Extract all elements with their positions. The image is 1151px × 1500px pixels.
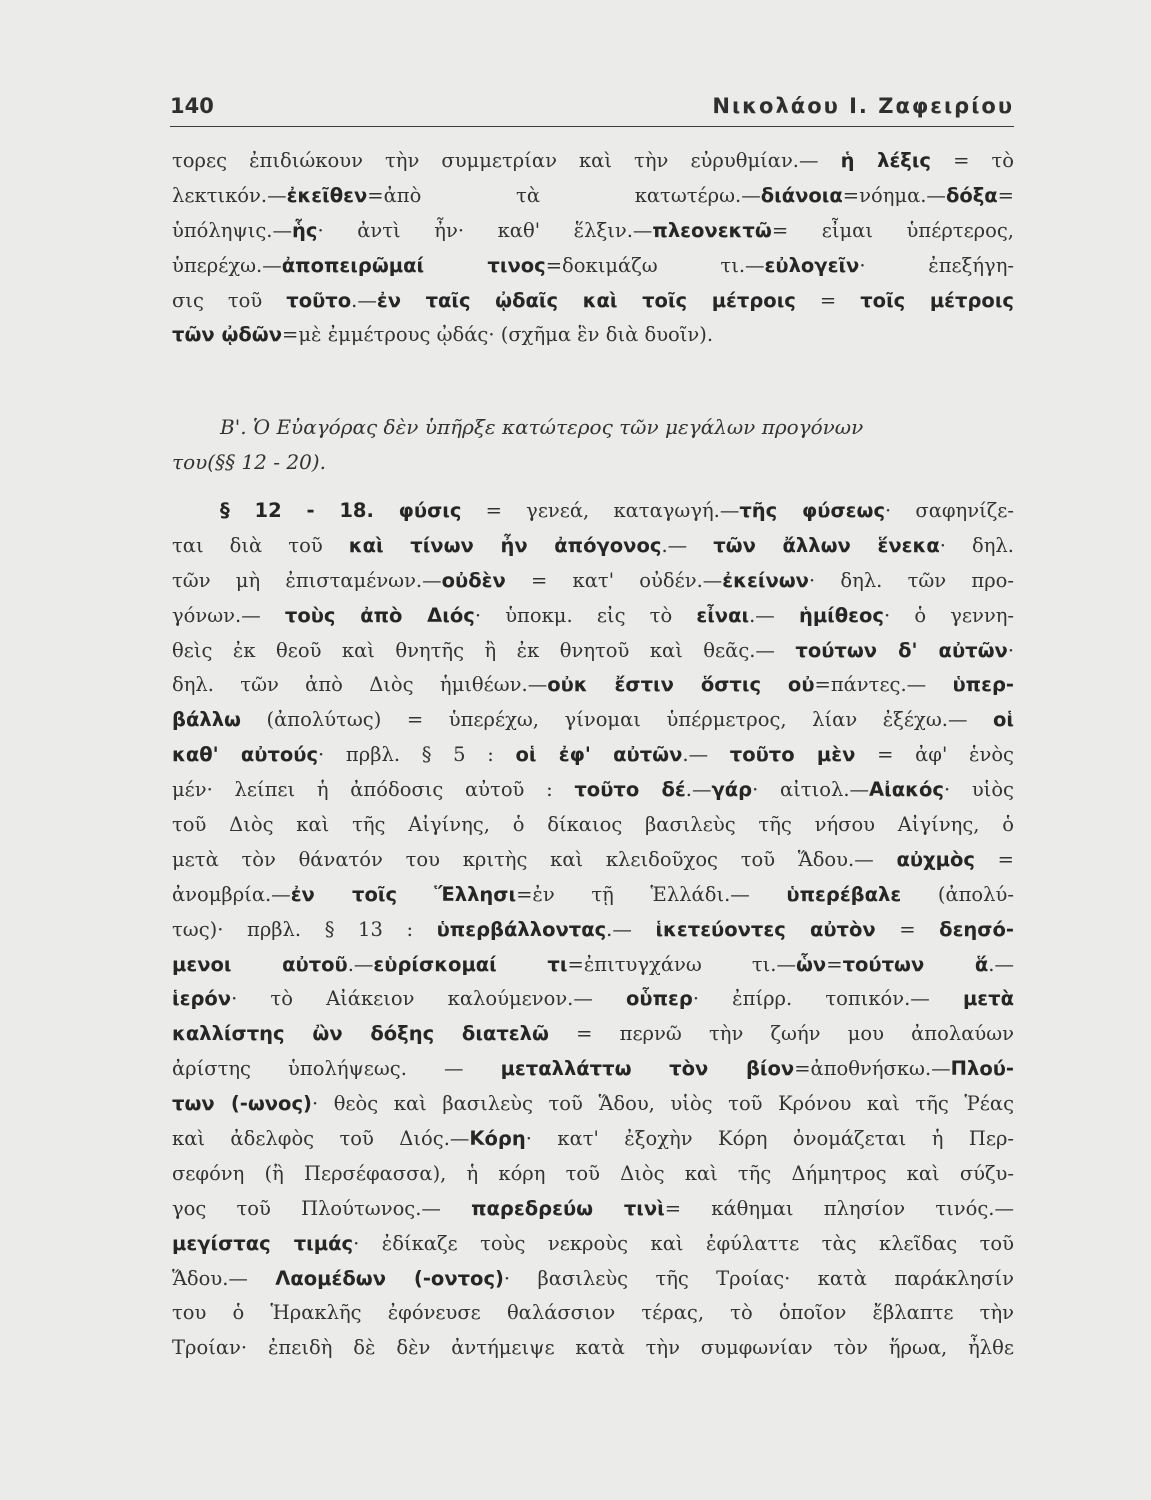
- lemma-term: μεταλλάττω τὸν βίον: [500, 1057, 795, 1081]
- lemma-term: οἱ ἐφ' αὐτῶν: [515, 743, 683, 767]
- lemma-term: μενοι αὐτοῦ: [172, 952, 348, 976]
- gloss-text: = περνῶ τὴν ζωήν μου ἀπολαύων: [548, 1022, 1014, 1046]
- text-line: [172, 1052, 1014, 1087]
- section-title: [172, 410, 1014, 480]
- gloss-text: .—: [661, 533, 714, 557]
- text-line: [172, 913, 1014, 948]
- lemma-term: ἡ λέξις: [840, 149, 931, 172]
- lemma-term: εὑρίσκομαί τι: [373, 952, 568, 976]
- gloss-text: = εἶμαι ὑπέρτερος,: [771, 218, 1014, 242]
- running-head: Νικολάου Ι. Ζαφειρίου: [712, 94, 1014, 118]
- gloss-text: =: [795, 288, 861, 312]
- glossary-paragraph-2: [172, 494, 1014, 1366]
- lemma-term: ἧς: [292, 218, 318, 242]
- gloss-text: =νόημα.—: [842, 183, 946, 207]
- text-line: [172, 1331, 1014, 1366]
- text-line: [172, 1227, 1014, 1262]
- lemma-term: καλλίστης ὢν δόξης διατελῶ: [172, 1022, 549, 1046]
- gloss-text: · ἀντὶ ἦν· καθ' ἕλξιν.—: [317, 218, 653, 242]
- lemma-term: ὑπερβάλλοντας: [436, 917, 607, 941]
- gloss-text: · τὸ Αἰάκειον καλούμενον.—: [231, 987, 627, 1011]
- gloss-text: · ἐπίρρ. τοπικόν.—: [692, 987, 963, 1011]
- text-line: [172, 738, 1014, 773]
- lemma-term: οὗπερ: [626, 987, 693, 1011]
- gloss-text: ἀρίστης ὑπολήψεως. —: [172, 1057, 501, 1081]
- lemma-term: Κόρη: [469, 1127, 526, 1151]
- gloss-text: .—: [685, 778, 712, 802]
- lemma-term: τοὺς ἀπὸ Διός: [284, 603, 475, 627]
- text-line: [172, 634, 1014, 669]
- text-line: [172, 1157, 1014, 1192]
- gloss-text: .—: [749, 603, 799, 627]
- lemma-term: καὶ τίνων ἦν ἀπόγονος: [348, 533, 662, 557]
- lemma-term: γάρ: [711, 778, 753, 802]
- text-line: [172, 284, 1014, 319]
- lemma-term: οἱ: [993, 708, 1014, 732]
- gloss-text: .—: [682, 743, 730, 767]
- lemma-term: μεγίστας τιμάς: [172, 1231, 354, 1255]
- lemma-term: τοῦτο μὲν: [729, 743, 856, 767]
- gloss-text: · κατ' ἐξοχὴν Κόρη ὀνομάζεται ἡ Περ-: [525, 1127, 1014, 1151]
- gloss-text: =: [974, 847, 1014, 871]
- gloss-text: · ἐπεξήγη-: [859, 253, 1014, 277]
- gloss-text: .—: [351, 288, 377, 312]
- lemma-term: τούτων ἅ: [842, 952, 989, 976]
- text-line: [172, 1017, 1014, 1052]
- lemma-term: ἱερόν: [172, 987, 232, 1011]
- gloss-text: (ἀπολύ-: [901, 882, 1014, 906]
- text-line: [172, 318, 1014, 353]
- gloss-text: · υἱὸς: [943, 778, 1014, 802]
- lemma-term: τοῦτο: [286, 288, 352, 312]
- gloss-text: · ἐδίκαζε τοὺς νεκροὺς καὶ ἐφύλαττε τὰς κλεῖδας τοῦ: [353, 1231, 1014, 1255]
- gloss-text: =: [997, 183, 1014, 207]
- lemma-term: τῶν ᾠδῶν: [172, 323, 283, 347]
- gloss-text: · δηλ.: [939, 533, 1014, 557]
- gloss-text: =δοκιμάζω τι.—: [545, 253, 765, 277]
- lemma-term: οὐδὲν: [441, 568, 506, 592]
- text-line: [172, 843, 1014, 878]
- lemma-term: τῆς φύσεως: [739, 499, 886, 522]
- lemma-term: των (-ωνος): [172, 1092, 312, 1116]
- text-line: [172, 494, 1014, 529]
- gloss-text: · πρβλ. § 5 :: [318, 743, 516, 767]
- lemma-term: Πλού-: [950, 1057, 1014, 1081]
- gloss-text: Τροίαν· ἐπειδὴ δὲ δὲν ἀντήμειψε κατὰ τὴν συμφωνίαν τὸν ἥρωα, ἦλθε: [172, 1336, 1014, 1360]
- gloss-text: · βασιλεὺς τῆς Τροίας· κατὰ παράκλησίν: [503, 1266, 1014, 1290]
- lemma-term: ἐν τοῖς Ἕλλησι: [290, 882, 517, 906]
- gloss-text: · θεὸς καὶ βασιλεὺς τοῦ Ἅδου, υἱὸς τοῦ Κρόνου καὶ τῆς Ῥέας: [311, 1092, 1014, 1116]
- gloss-text: = γενεά, καταγωγή.—: [461, 499, 740, 522]
- text-line: [172, 249, 1014, 284]
- lemma-term: αὐχμὸς: [896, 847, 975, 871]
- text-line: [172, 1122, 1014, 1157]
- lemma-term: τοῖς μέτροις: [860, 288, 1014, 312]
- section-title-line-1: Β'. Ὁ Εὐαγόρας δὲν ὑπῆρξε κατώτερος τῶν μεγάλων προγόνων: [220, 415, 864, 439]
- gloss-text: (ἀπολύτως) = ὑπερέχω, γίνομαι ὑπέρμετρος, λίαν ἐξέχω.—: [240, 708, 993, 732]
- lemma-term: Λαομέδων (-οντος): [275, 1266, 504, 1290]
- lemma-term: ἐν ταῖς ᾠδαῖς καὶ τοῖς μέτροις: [376, 288, 796, 312]
- gloss-text: · σαφηνίζε-: [885, 499, 1014, 522]
- gloss-text: ·: [1007, 638, 1014, 662]
- gloss-text: καὶ ἀδελφὸς τοῦ Διός.—: [172, 1127, 470, 1151]
- gloss-text: σεφόνη (ἢ Περσέφασσα), ἡ κόρη τοῦ Διὸς καὶ τῆς Δήμητρος καὶ σύζυ-: [172, 1161, 1014, 1185]
- gloss-text: .—: [988, 952, 1014, 976]
- gloss-text: τορες ἐπιδιώκουν τὴν συμμετρίαν καὶ τὴν εὐρυθμίαν.—: [172, 149, 841, 172]
- gloss-text: λεκτικόν.—: [172, 183, 287, 207]
- gloss-text: του ὁ Ἡρακλῆς ἐφόνευσε θαλάσσιον τέρας, τὸ ὁποῖον ἔβλαπτε τὴν: [172, 1301, 1014, 1325]
- gloss-text: = τὸ: [931, 149, 1014, 172]
- text-line: [172, 1296, 1014, 1331]
- lemma-term: ἀποπειρῶμαί τινος: [281, 253, 546, 277]
- lemma-term: Αἰακός: [869, 778, 944, 802]
- text-line: [172, 773, 1014, 808]
- text-line: [172, 1262, 1014, 1297]
- text-line: [172, 179, 1014, 214]
- gloss-text: γόνων.—: [172, 603, 285, 627]
- gloss-text: · ὑποκμ. εἰς τὸ: [474, 603, 697, 627]
- gloss-text: · δηλ. τῶν προ-: [808, 568, 1014, 592]
- text-line: [172, 948, 1014, 983]
- gloss-text: τοῦ Διὸς καὶ τῆς Αἰγίνης, ὁ δίκαιος βασιλεὺς τῆς νήσου Αἰγίνης, ὁ: [172, 813, 1014, 837]
- gloss-text: τῶν μὴ ἐπισταμένων.—: [172, 568, 442, 592]
- gloss-text: =: [875, 917, 940, 941]
- gloss-text: =ἀποθνήσκω.—: [794, 1057, 951, 1081]
- lemma-term: ἡμίθεος: [798, 603, 884, 627]
- lemma-term: δεησό-: [939, 917, 1014, 941]
- lemma-term: ἐκεῖθεν: [286, 183, 368, 207]
- text-line: [172, 529, 1014, 564]
- gloss-text: ὑπόληψις.—: [172, 218, 293, 242]
- lemma-term: § 12 - 18. φύσις: [220, 499, 462, 522]
- gloss-text: · αἰτιολ.—: [752, 778, 870, 802]
- text-line: [172, 808, 1014, 843]
- lemma-term: τοῦτο δέ: [574, 778, 686, 802]
- lemma-term: διάνοια: [760, 183, 843, 207]
- lemma-term: παρεδρεύω τινὶ: [471, 1196, 665, 1220]
- text-line: [172, 599, 1014, 634]
- lemma-term: ὑπερ-: [952, 673, 1014, 697]
- gloss-text: γος τοῦ Πλούτωνος.—: [172, 1196, 472, 1220]
- gloss-text: =πάντες.—: [814, 673, 953, 697]
- glossary-paragraph-1: [172, 144, 1014, 353]
- text-line: [172, 564, 1014, 599]
- text-line: [172, 703, 1014, 738]
- lemma-term: καθ' αὐτούς: [172, 743, 319, 767]
- gloss-text: ὑπερέχω.—: [172, 253, 282, 277]
- lemma-term: εἶναι: [696, 603, 750, 627]
- gloss-text: δηλ. τῶν ἀπὸ Διὸς ἡμιθέων.—: [172, 673, 548, 697]
- text-line: [172, 982, 1014, 1017]
- text-line: [172, 144, 1014, 179]
- gloss-text: τως)· πρβλ. § 13 :: [172, 917, 437, 941]
- gloss-text: Ἅδου.—: [172, 1266, 276, 1290]
- text-line: [172, 1192, 1014, 1227]
- gloss-text: μετὰ τὸν θάνατόν του κριτὴς καὶ κλειδοῦχος τοῦ Ἅδου.—: [172, 847, 897, 871]
- gloss-text: ἀνομβρία.—: [172, 882, 291, 906]
- text-line: [172, 668, 1014, 703]
- lemma-term: εὐλογεῖν: [764, 253, 860, 277]
- gloss-text: =ἀπὸ τὰ κατωτέρω.—: [367, 183, 761, 207]
- lemma-term: δόξα: [945, 183, 998, 207]
- gloss-text: = κατ' οὐδέν.—: [505, 568, 723, 592]
- text-line: [172, 214, 1014, 249]
- lemma-term: πλεονεκτῶ: [652, 218, 772, 242]
- gloss-text: =: [826, 952, 843, 976]
- gloss-text: ται διὰ τοῦ: [172, 533, 349, 557]
- text-line: [172, 878, 1014, 913]
- page-number: 140: [170, 94, 214, 118]
- section-title-line-2: του(§§ 12 - 20).: [172, 449, 326, 474]
- gloss-text: σις τοῦ: [172, 288, 287, 312]
- lemma-term: ὧν: [795, 952, 827, 976]
- gloss-text: .—: [347, 952, 374, 976]
- gloss-text: =ἐπιτυγχάνω τι.—: [567, 952, 796, 976]
- lemma-term: μετὰ: [962, 987, 1014, 1011]
- gloss-text: =μὲ ἐμμέτρους ᾠδάς· (σχῆμα ἓν διὰ δυοῖν).: [282, 323, 714, 347]
- lemma-term: ἱκετεύοντες αὐτὸν: [655, 917, 876, 941]
- lemma-term: τῶν ἄλλων ἕνεκα: [713, 533, 940, 557]
- gloss-text: · ὁ γεννη-: [884, 603, 1014, 627]
- lemma-term: ὑπερέβαλε: [786, 882, 902, 906]
- gloss-text: = ἀφ' ἑνὸς: [855, 743, 1014, 767]
- lemma-term: ἐκείνων: [722, 568, 809, 592]
- gloss-text: = κάθημαι πλησίον τινός.—: [664, 1196, 1014, 1220]
- lemma-term: βάλλω: [172, 708, 241, 732]
- text-line: [172, 1087, 1014, 1122]
- gloss-text: μέν· λείπει ἡ ἀπόδοσις αὐτοῦ :: [172, 778, 575, 802]
- gloss-text: =ἐν τῇ Ἑλλάδι.—: [516, 882, 787, 906]
- lemma-term: οὐκ ἔστιν ὅστις οὐ: [547, 673, 815, 697]
- gloss-text: θεὶς ἐκ θεοῦ καὶ θνητῆς ἢ ἐκ θνητοῦ καὶ θεᾶς.—: [172, 638, 796, 662]
- lemma-term: τούτων δ' αὐτῶν: [795, 638, 1008, 662]
- gloss-text: .—: [606, 917, 656, 941]
- page-header: [170, 92, 1014, 127]
